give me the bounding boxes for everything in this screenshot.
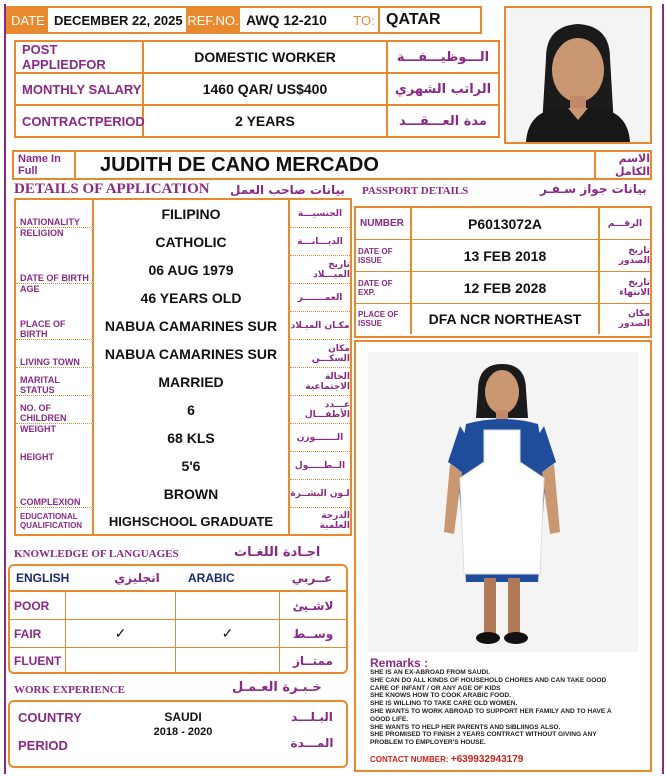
remark-line: SHE PROMISED TO FINISH 2 YEARS CONTRACT WITHOUT GIVING ANY	[370, 731, 597, 739]
top-row-label: MONTHLY SALARY	[16, 74, 144, 104]
remark-line: SHE KNOWS HOW TO COOK ARABIC FOOD.	[370, 692, 512, 700]
remark-line: PROBLEM TO EMPLOYER'S HOUSE.	[370, 739, 486, 747]
app-row-arabic: الدرجة العلمية	[319, 511, 350, 531]
language-level: POOR	[10, 592, 66, 619]
app-row	[16, 424, 350, 452]
app-row-label: LIVING TOWN	[16, 340, 94, 368]
app-row-arabic: الحالة الاجتماعية	[290, 368, 350, 396]
top-row-value: 2 YEARS	[144, 106, 388, 136]
application-title: DETAILS OF APPLICATION	[14, 181, 210, 197]
arabic-check: ✓	[176, 620, 280, 647]
app-row	[16, 200, 350, 228]
top-row-arabic: مدة العـــقـــد	[399, 113, 487, 129]
name-arabic: الاسم الكامل	[594, 152, 650, 178]
languages-table	[8, 564, 348, 674]
language-row	[10, 648, 346, 674]
app-row	[16, 284, 350, 312]
headshot-photo	[504, 6, 652, 144]
passport-row	[356, 304, 650, 334]
app-row	[16, 368, 350, 396]
top-row-value: 1460 QAR/ US$400	[144, 74, 388, 104]
remark-line: SHE CAN DO ALL KINDS OF HOUSEHOLD CHORES AND CAN TAKE GOOD	[370, 676, 607, 684]
passport-row-value: 13 FEB 2018	[412, 240, 600, 271]
top-row-value: DOMESTIC WORKER	[144, 42, 388, 72]
english-check	[66, 592, 176, 619]
app-row-value: 06 AUG 1979	[94, 256, 290, 284]
language-level-arabic: ممتــاز	[293, 654, 333, 668]
app-row	[16, 480, 350, 508]
passport-row-arabic: تاريخ الصدور	[618, 245, 650, 266]
work-title-arabic: خـبـرة العـمـل	[232, 680, 322, 695]
period-label: PERIOD	[18, 738, 68, 753]
country-value: SAUDI	[164, 710, 202, 724]
passport-row-value: DFA NCR NORTHEAST	[412, 304, 600, 334]
refno-value: AWQ 12-210	[246, 12, 327, 28]
app-row-value: BROWN	[94, 480, 290, 508]
passport-row-arabic: مكان الصدور	[618, 309, 650, 329]
top-row-arabic: الراتب الشهري	[394, 81, 492, 97]
refno-label: REF.NO.	[186, 8, 240, 32]
app-row-arabic: الــطـــــول	[290, 452, 350, 480]
app-row-value: HIGHSCHOOL GRADUATE	[94, 508, 290, 534]
app-row-arabic: مكـان الميـلاد	[290, 312, 350, 340]
top-row	[14, 104, 500, 138]
app-row	[16, 396, 350, 424]
remark-line: SHE WANTS TO WORK ABROAD TO SUPPORT HER FAMILY AND TO HAVE A	[370, 707, 612, 715]
app-row-arabic: الديـــانـــة	[290, 228, 350, 256]
app-row-arabic: لـون البشــرة	[290, 480, 350, 508]
remark-line: GOOD LIFE.	[370, 715, 409, 723]
app-row-value: FILIPINO	[94, 200, 290, 228]
app-row-label: EDUCATIONAL QUALIFICATION	[16, 508, 94, 534]
top-row-label: CONTRACTPERIOD	[16, 106, 144, 136]
english-check: ✓	[66, 620, 176, 647]
app-row-label: MARITAL STATUS	[16, 368, 94, 396]
header-strip	[6, 6, 482, 34]
app-row-label: DATE OF BIRTH	[16, 256, 94, 284]
passport-row-label: DATE OF EXP.	[356, 272, 412, 303]
contact-value: +639932943179	[450, 754, 524, 765]
app-row-arabic: الـــــــوزن	[290, 424, 350, 452]
passport-row-arabic: الرقـــم	[607, 218, 643, 229]
app-row-value: NABUA CAMARINES SUR	[94, 340, 290, 368]
languages-title: KNOWLEDGE OF LANGUAGES	[14, 548, 179, 560]
app-row	[16, 256, 350, 284]
language-row	[10, 592, 346, 620]
app-row-label: AGE	[16, 284, 94, 312]
language-level: FLUENT	[10, 648, 66, 674]
languages-title-arabic: اجـادة اللغـات	[234, 545, 321, 560]
app-row-label: NO. OF CHILDREN	[16, 396, 94, 424]
country-label: COUNTRY	[18, 710, 82, 725]
passport-table	[354, 206, 652, 338]
app-row-label: NATIONALITY	[16, 200, 94, 228]
app-row	[16, 312, 350, 340]
passport-row	[356, 240, 650, 272]
passport-row	[356, 272, 650, 304]
to-value: QATAR	[378, 8, 480, 32]
arabic-check	[176, 648, 280, 674]
app-row-arabic: الجنسيـــة	[290, 200, 350, 228]
app-row-arabic: عـــدد الأطفـــال	[290, 396, 350, 424]
remark-line: SHE IS WILLING TO TAKE CARE OLD WOMEN.	[370, 700, 518, 708]
passport-title: PASSPORT DETAILS	[362, 185, 469, 197]
application-table	[14, 198, 352, 536]
contact-label: CONTACT NUMBER:	[370, 755, 449, 764]
passport-row-label: NUMBER	[356, 208, 412, 239]
app-row	[16, 340, 350, 368]
language-row	[10, 620, 346, 648]
passport-row-value: 12 FEB 2028	[412, 272, 600, 303]
passport-row-label: DATE OF ISSUE	[356, 240, 412, 271]
remarks-title: Remarks :	[370, 656, 429, 670]
period-arabic: المـــدة	[290, 736, 334, 750]
app-row-value: 68 KLS	[94, 424, 290, 452]
app-row-value: MARRIED	[94, 368, 290, 396]
remark-line: SHE WANTS TO HELP HER PARENTS AND SIBLIINGS ALSO.	[370, 723, 561, 731]
top-row-arabic: الـــوظيـــفـــة	[396, 49, 490, 65]
top-rows	[14, 40, 500, 138]
passport-row-value: P6013072A	[412, 208, 600, 239]
english-check	[66, 648, 176, 674]
app-row	[16, 228, 350, 256]
passport-row-arabic: تاريخ الانتهاء	[619, 277, 650, 298]
languages-header	[10, 566, 346, 592]
passport-title-arabic: بيانات جواز سـفـر	[540, 182, 647, 196]
photo-remarks-box	[354, 340, 652, 772]
remark-line: CARE OF INFANT / OR ANY AGE OF KIDS	[370, 684, 501, 692]
date-value: DECEMBER 22, 2025	[54, 12, 183, 28]
app-row-arabic: مكان السكـــن	[290, 340, 350, 368]
name-value: JUDITH DE CANO MERCADO	[100, 153, 379, 176]
to-label: TO:	[353, 12, 375, 28]
application-title-arabic: بيانات صاحب العمل	[230, 183, 345, 197]
remark-line: SHE IS AN EX-ABROAD FROM SAUDI.	[370, 669, 490, 676]
fullbody-photo	[368, 352, 638, 652]
date-label: DATE	[8, 8, 48, 32]
app-row	[16, 452, 350, 480]
app-row-value: 46 YEARS OLD	[94, 284, 290, 312]
language-level-arabic: لاشـيئ	[292, 598, 334, 613]
passport-row-label: PLACE OF ISSUE	[356, 304, 412, 334]
app-row-label: PLACE OF BIRTH	[16, 312, 94, 340]
english-arabic: انجليزي	[114, 571, 160, 585]
arabic-check	[176, 592, 280, 619]
top-row	[14, 40, 500, 74]
app-row-label: WEIGHT	[16, 424, 94, 452]
language-level-arabic: وســط	[292, 626, 334, 641]
top-row-label: POST APPLIEDFOR	[16, 42, 144, 72]
app-row-value: CATHOLIC	[94, 228, 290, 256]
work-title: WORK EXPERIENCE	[14, 684, 125, 696]
app-row-value: 5'6	[94, 452, 290, 480]
app-row-value: NABUA CAMARINES SUR	[94, 312, 290, 340]
arabic-arabic: عــربي	[291, 571, 333, 585]
name-label: Name In Full	[14, 152, 76, 178]
top-row	[14, 72, 500, 106]
remarks-lines	[370, 669, 650, 747]
name-row	[12, 150, 652, 180]
app-row-arabic: تاريخ الميـــلاد	[290, 256, 350, 284]
app-row-label: RELIGION	[16, 228, 94, 256]
arabic-label: ARABIC	[188, 571, 235, 585]
app-row-label: HEIGHT	[16, 452, 94, 480]
app-row	[16, 508, 350, 534]
english-label: ENGLISH	[16, 571, 70, 585]
period-value: 2018 - 2020	[153, 726, 213, 738]
country-arabic: البـلـــد	[291, 710, 333, 724]
contact-line	[370, 754, 523, 765]
app-row-arabic: العمـــــــر	[290, 284, 350, 312]
app-row-value: 6	[94, 396, 290, 424]
language-level: FAIR	[10, 620, 66, 647]
passport-row	[356, 208, 650, 240]
work-table	[8, 700, 348, 768]
app-row-label: COMPLEXION	[16, 480, 94, 508]
